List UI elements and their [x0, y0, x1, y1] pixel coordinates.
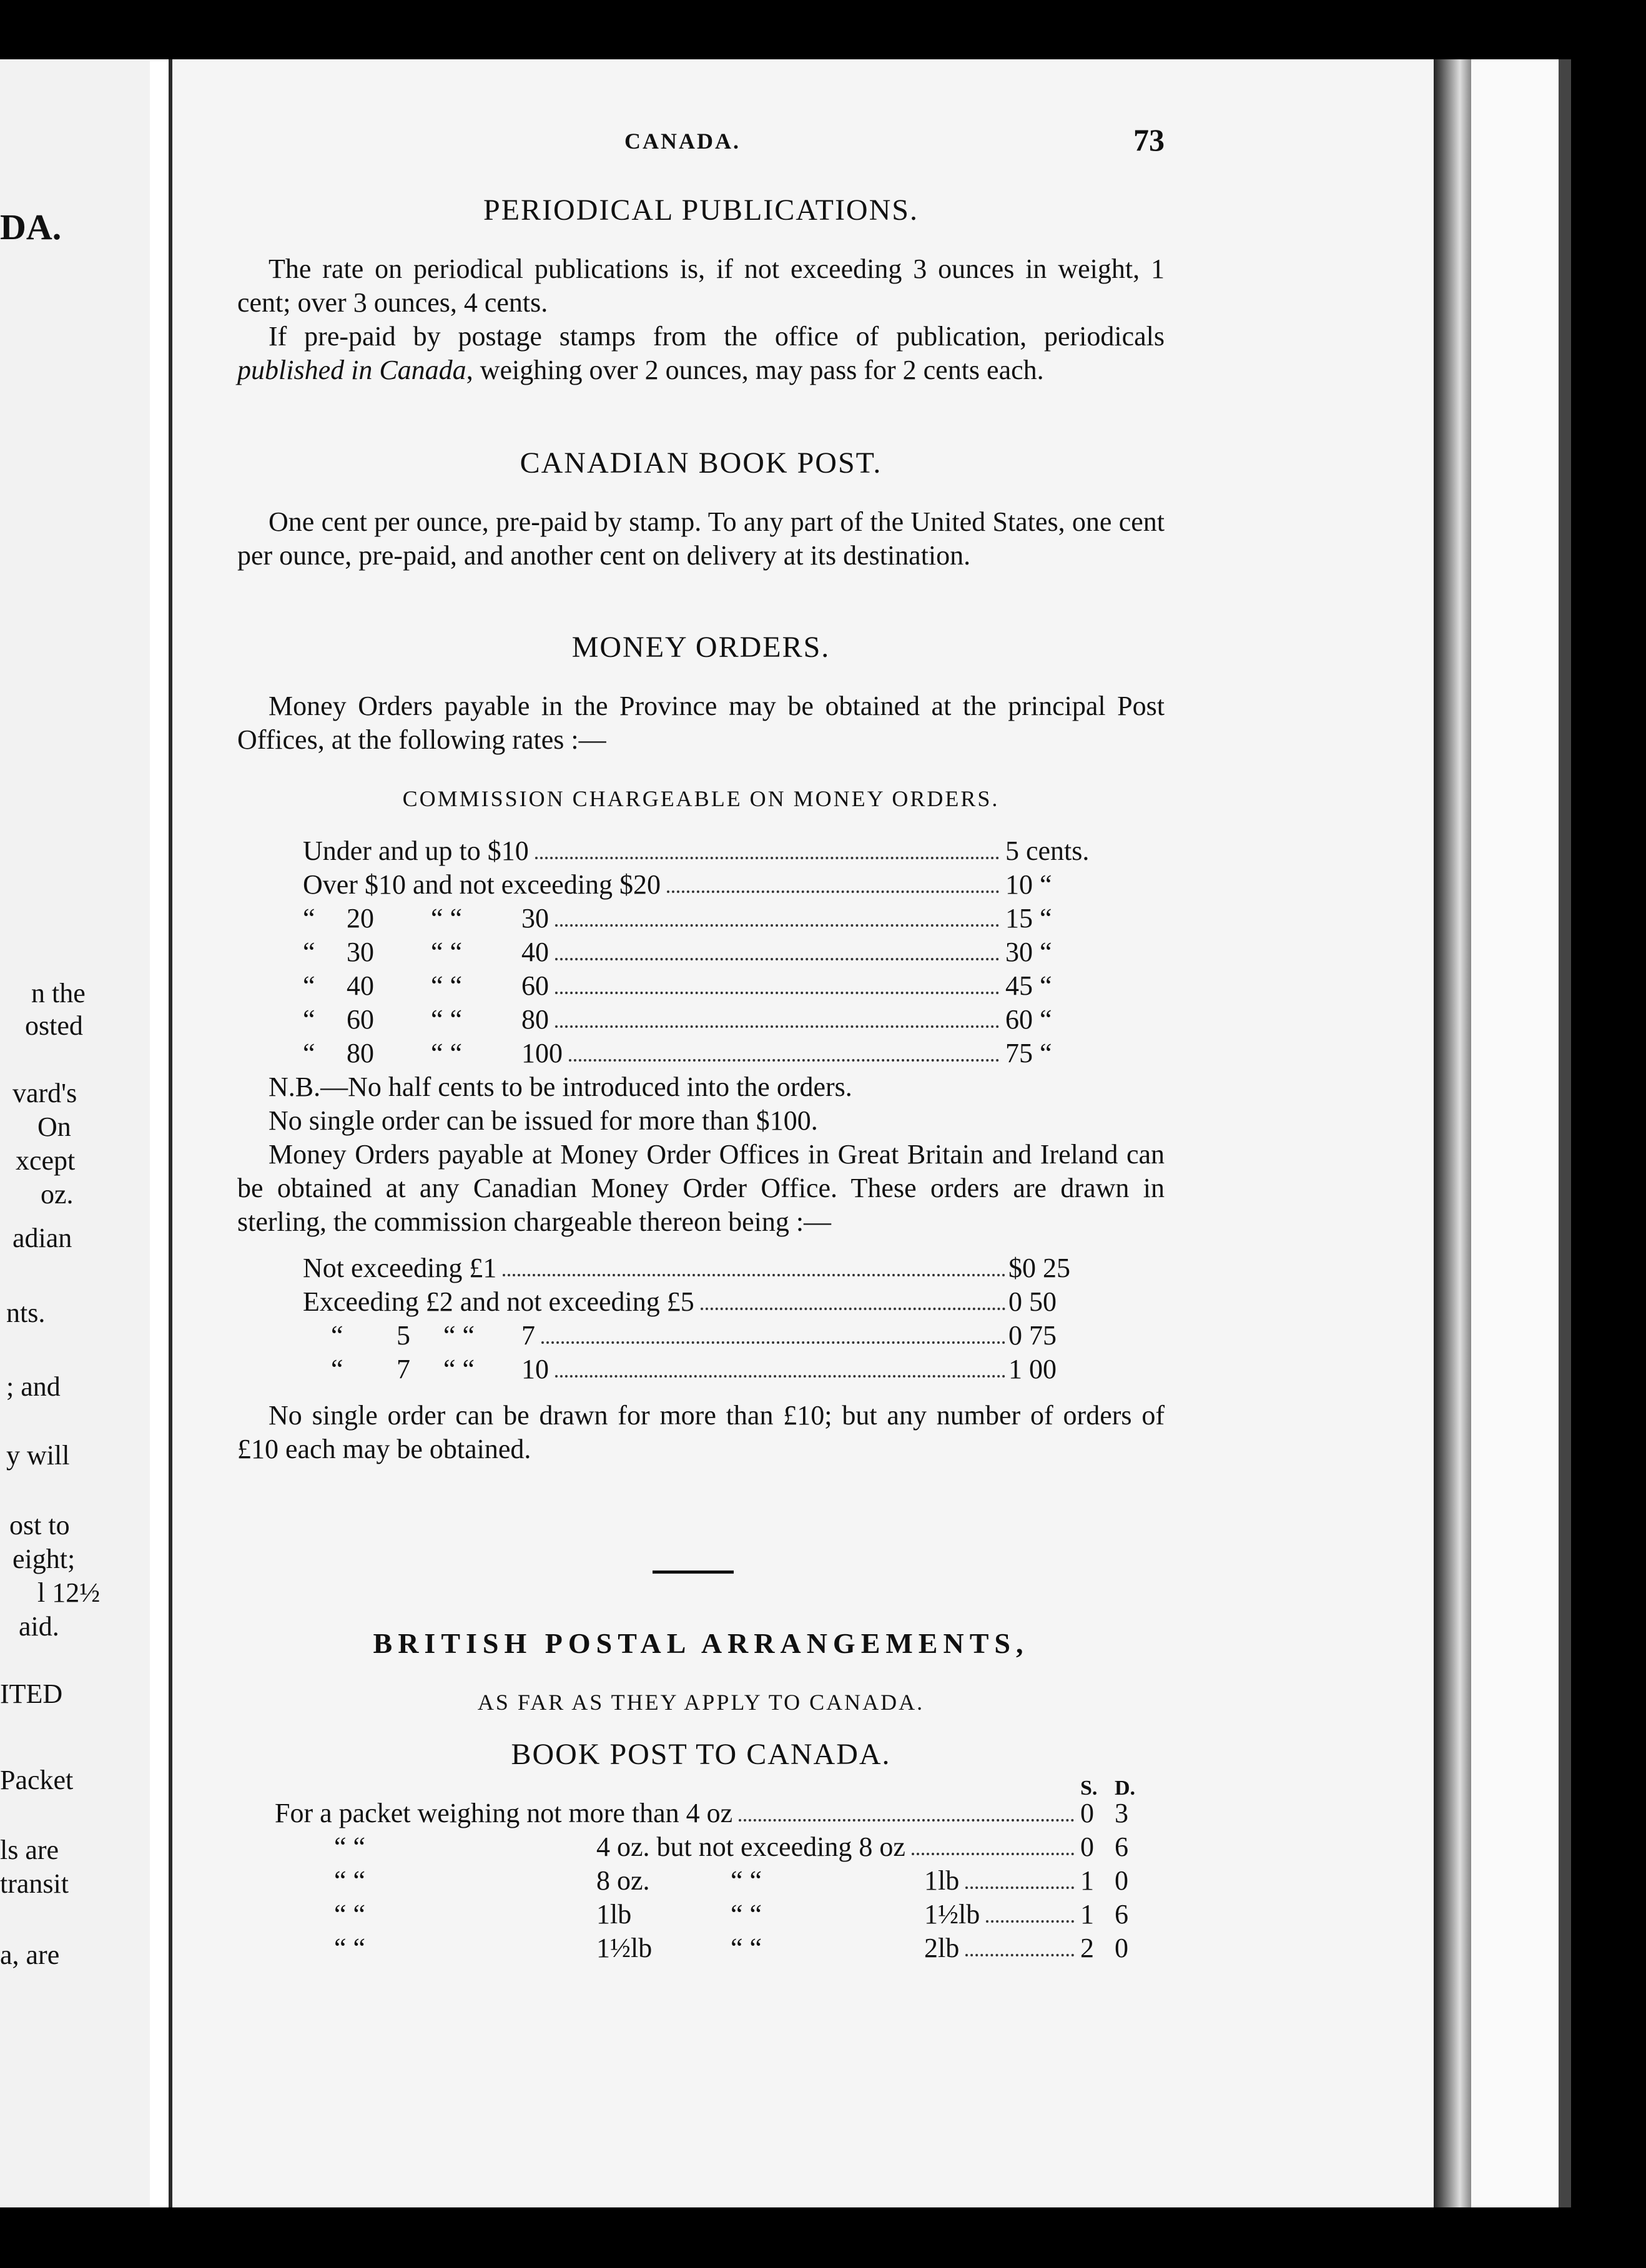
ditto-mark: “ — [303, 1038, 315, 1068]
leader-dots — [739, 1819, 1074, 1822]
leader-dots — [569, 1059, 999, 1062]
shillings-value: 2 — [1080, 1933, 1094, 1963]
left-fragment: a, are — [0, 1940, 60, 1970]
shillings-value: 1 — [1080, 1865, 1094, 1896]
table-row — [237, 834, 1165, 868]
weight-to: 1½lb — [924, 1899, 980, 1930]
section-heading: PERIODICAL PUBLICATIONS. — [483, 194, 919, 227]
left-fragment: aid. — [19, 1611, 59, 1642]
left-fragment: n the — [31, 978, 86, 1008]
commission-table — [237, 834, 1165, 1070]
leader-dots — [912, 1853, 1074, 1855]
ditto-mark: “ “ — [334, 1865, 366, 1896]
money-orders-section — [237, 631, 1165, 1466]
book-cover-edge — [1471, 59, 1559, 2207]
range-to: 100 — [521, 1038, 563, 1068]
sterling-table — [237, 1251, 1165, 1386]
left-fragment: xcept — [16, 1145, 76, 1176]
table-row — [237, 1830, 1165, 1864]
page-header — [237, 122, 1165, 165]
leader-dots — [555, 992, 999, 994]
paragraph: N.B.—No half cents to be introduced into the orders. — [269, 1072, 852, 1102]
range-from: 5 — [397, 1320, 410, 1351]
rate-value: 75 “ — [1005, 1038, 1052, 1068]
range-to: 30 — [521, 903, 549, 934]
table-row — [237, 1251, 1165, 1285]
rate-value: 1 00 — [1008, 1354, 1057, 1384]
leader-dots — [965, 1886, 1074, 1889]
weight-from: 4 oz. but not exceeding 8 oz — [596, 1832, 905, 1862]
range-from: 80 — [347, 1038, 374, 1068]
column-header-shillings: S. — [1080, 1777, 1098, 1800]
ditto-mark: “ — [303, 903, 315, 934]
leader-dots — [986, 1920, 1074, 1923]
pence-value: 0 — [1115, 1865, 1128, 1896]
paragraph: No single order can be issued for more than $100. — [269, 1105, 818, 1136]
section-heading: CANADIAN BOOK POST. — [520, 446, 882, 480]
left-fragment: adian — [12, 1223, 72, 1253]
range-from: 7 — [397, 1354, 410, 1384]
range-to: 10 — [521, 1354, 549, 1384]
leader-dots — [503, 1274, 1005, 1276]
ditto-mark: “ “ — [731, 1899, 762, 1930]
weight-to: 1lb — [924, 1865, 960, 1896]
left-fragment: Packet — [0, 1765, 74, 1795]
rate-value: 0 50 — [1008, 1286, 1057, 1317]
left-fragment: osted — [25, 1010, 83, 1041]
table-row — [237, 1864, 1165, 1898]
table-row — [237, 1285, 1165, 1319]
row-description: Under and up to $10 — [303, 836, 529, 866]
ditto-mark: “ — [303, 937, 315, 967]
table-row — [237, 1797, 1165, 1830]
range-to: 40 — [521, 937, 549, 967]
range-to: 60 — [521, 970, 549, 1001]
left-fragment: y will — [6, 1440, 70, 1471]
leader-dots — [555, 924, 999, 927]
ditto-mark: “ — [331, 1320, 343, 1351]
ditto-mark: “ “ — [334, 1933, 366, 1963]
leader-dots — [555, 1025, 999, 1028]
range-to: 7 — [521, 1320, 535, 1351]
ditto-mark: “ — [303, 1004, 315, 1035]
cover-shadow — [1559, 59, 1571, 2207]
leader-dots — [541, 1341, 1005, 1344]
range-from: 60 — [347, 1004, 374, 1035]
section-subheading: AS FAR AS THEY APPLY TO CANADA. — [477, 1690, 925, 1715]
table-row — [237, 1003, 1165, 1037]
rate-value: $0 25 — [1008, 1253, 1070, 1283]
leader-dots — [701, 1308, 1005, 1310]
column-header-pence: D. — [1115, 1777, 1136, 1800]
range-from: 30 — [347, 937, 374, 967]
left-fragment: nts. — [6, 1298, 46, 1328]
row-description: For a packet weighing not more than 4 oz — [275, 1798, 733, 1828]
table-row — [237, 1353, 1165, 1386]
left-page-fragment — [0, 59, 150, 2207]
ditto-mark: “ “ — [731, 1865, 762, 1896]
ditto-mark: “ — [331, 1354, 343, 1384]
book-post-section — [237, 446, 1165, 573]
paragraph: Money Orders payable in the Province may be obtained at the principal Post Offices, at the following rates :— — [237, 691, 1165, 755]
book-post-table — [237, 1797, 1165, 1965]
left-fragment: ost to — [9, 1510, 70, 1541]
page-number: 73 — [1133, 122, 1165, 157]
rate-value: 5 cents. — [1005, 836, 1090, 866]
ditto-mark: “ “ — [431, 1038, 463, 1068]
ditto-mark: “ “ — [431, 937, 463, 967]
weight-to: 2lb — [924, 1933, 960, 1963]
left-fragment: ; and — [6, 1371, 61, 1402]
rate-value: 30 “ — [1005, 937, 1052, 967]
shillings-value: 0 — [1080, 1798, 1094, 1828]
running-head: CANADA. — [624, 129, 741, 154]
table-row — [237, 969, 1165, 1003]
section-rule — [653, 1570, 734, 1574]
left-fragment: l 12½ — [37, 1577, 101, 1608]
british-section — [237, 1627, 1165, 1965]
table-title: COMMISSION CHARGEABLE ON MONEY ORDERS. — [402, 786, 1000, 811]
paragraph: The rate on periodical publications is, if not exceeding 3 ounces in weight, 1 cent; over 3 ounces, 4 cents. — [237, 254, 1165, 318]
left-fragment: eight; — [12, 1544, 76, 1574]
shillings-value: 0 — [1080, 1832, 1094, 1862]
section-heading: BOOK POST TO CANADA. — [511, 1738, 891, 1771]
pence-value: 3 — [1115, 1798, 1128, 1828]
table-row — [237, 1037, 1165, 1070]
weight-from: 1lb — [596, 1899, 632, 1930]
table-row — [237, 1319, 1165, 1353]
leader-dots — [535, 857, 999, 859]
left-fragment: On — [37, 1112, 71, 1142]
text-run: , weighing over 2 ounces, may pass for 2 cents each. — [466, 355, 1044, 385]
rate-value: 60 “ — [1005, 1004, 1052, 1035]
ditto-mark: “ “ — [731, 1933, 762, 1963]
ditto-mark: “ “ — [431, 970, 463, 1001]
row-description: Over $10 and not exceeding $20 — [303, 869, 661, 900]
leader-dots — [965, 1954, 1074, 1956]
page-edge — [1434, 59, 1471, 2207]
left-fragment: oz. — [41, 1179, 74, 1210]
table-row — [237, 1898, 1165, 1931]
weight-from: 8 oz. — [596, 1865, 650, 1896]
pence-value: 0 — [1115, 1933, 1128, 1963]
leader-dots — [555, 1375, 1005, 1378]
ditto-mark: “ “ — [443, 1354, 475, 1384]
ditto-mark: “ — [303, 970, 315, 1001]
table-row — [237, 1931, 1165, 1965]
pence-value: 6 — [1115, 1899, 1128, 1930]
italic-text: published in Canada — [237, 355, 466, 385]
range-from: 20 — [347, 903, 374, 934]
range-to: 80 — [521, 1004, 549, 1035]
ditto-mark: “ “ — [443, 1320, 475, 1351]
rate-value: 45 “ — [1005, 970, 1052, 1001]
left-fragment: ls are — [0, 1835, 59, 1865]
leader-dots — [667, 890, 999, 893]
weight-from: 1½lb — [596, 1933, 653, 1963]
left-fragment: DA. — [0, 207, 62, 247]
table-row — [237, 868, 1165, 902]
section-heading: BRITISH POSTAL ARRANGEMENTS, — [373, 1627, 1029, 1659]
leader-dots — [555, 958, 999, 960]
paragraph: No single order can be drawn for more than £10; but any number of orders of £10 each may be obtained. — [237, 1400, 1165, 1464]
ditto-mark: “ “ — [431, 1004, 463, 1035]
ditto-mark: “ “ — [334, 1832, 366, 1862]
ditto-mark: “ “ — [431, 903, 463, 934]
row-description: Not exceeding £1 — [303, 1253, 497, 1283]
left-fragment: ITED — [0, 1679, 63, 1709]
range-from: 40 — [347, 970, 374, 1001]
rate-value: 0 75 — [1008, 1320, 1057, 1351]
left-fragment: transit — [0, 1868, 69, 1899]
left-fragment: vard's — [12, 1078, 77, 1108]
section-heading: MONEY ORDERS. — [571, 631, 830, 664]
table-row — [237, 902, 1165, 935]
rate-value: 15 “ — [1005, 903, 1052, 934]
table-row — [237, 935, 1165, 969]
text-run: If pre-paid by postage stamps from the office of publication, periodicals — [269, 321, 1165, 352]
paragraph: One cent per ounce, pre-paid by stamp. To any part of the United States, one cent per ounce, pre-paid, and another cent on delivery at its destination. — [237, 506, 1165, 571]
periodical-section — [237, 194, 1165, 387]
paragraph: Money Orders payable at Money Order Offices in Great Britain and Ireland can be obtained at any Canadian Money Order Office. These orders are drawn in sterling, the commission chargeable thereon being :— — [237, 1139, 1165, 1237]
rate-value: 10 “ — [1005, 869, 1052, 900]
pence-value: 6 — [1115, 1832, 1128, 1862]
ditto-mark: “ “ — [334, 1899, 366, 1930]
paragraph — [237, 320, 1165, 387]
row-description: Exceeding £2 and not exceeding £5 — [303, 1286, 694, 1317]
shillings-value: 1 — [1080, 1899, 1094, 1930]
